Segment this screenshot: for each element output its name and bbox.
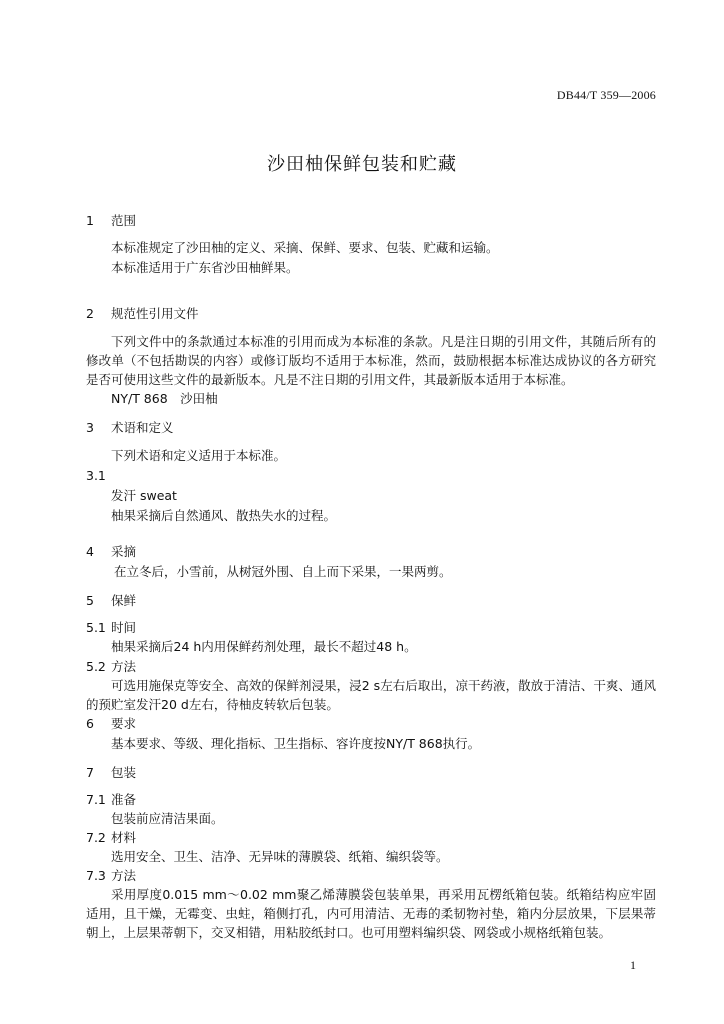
section-7-number: 7 xyxy=(86,765,94,780)
section-5-1-number: 5.1 xyxy=(86,620,106,635)
section-5-number: 5 xyxy=(86,593,94,608)
section-3-number: 3 xyxy=(86,420,94,435)
section-5-2-number: 5.2 xyxy=(86,659,106,674)
section-2-reference: NY/T 868 沙田柚 xyxy=(111,391,218,406)
page-number: 1 xyxy=(630,958,636,972)
section-7-3-text: 采用厚度0.015 mm～0.02 mm聚乙烯薄膜袋包装单果，再采用瓦楞纸箱包装。纸箱结构应牢固适用，且干燥，无霉变、虫蛀，箱侧打孔，内可用清洁、无毒的柔韧物衬垫，箱内分层放果，下层果蒂朝上，上层果蒂朝下，交叉相错，用粘胶纸封口。也可用塑料编织袋、网袋或小规格纸箱包装。 xyxy=(86,887,656,940)
section-3-title: 术语和定义 xyxy=(111,420,174,435)
section-4-paragraph: 在立冬后，小雪前，从树冠外围、自上而下采果，一果两剪。 xyxy=(114,564,452,579)
section-2-paragraph: 下列文件中的条款通过本标准的引用而成为本标准的条款。凡是注日期的引用文件，其随后所有的修改单（不包括勘误的内容）或修订版均不适用于本标准，然而，鼓励根据本标准达成协议的各方研究是否可使用这些文件的最新版本。凡是不注日期的引用文件，其最新版本适用于本标准。 xyxy=(86,334,656,387)
standard-code: DB44/T 359—2006 xyxy=(556,88,656,102)
section-7-3-number: 7.3 xyxy=(86,868,106,883)
section-7-title: 包装 xyxy=(111,765,137,780)
section-6-title: 要求 xyxy=(111,716,137,731)
section-7-1-title: 准备 xyxy=(111,792,137,807)
section-5-2-text: 可选用施保克等安全、高效的保鲜剂浸果，浸2 s左右后取出，凉干药液，散放于清洁、干爽、通风的预贮室发汗20 d左右，待柚皮转软后包装。 xyxy=(86,678,656,712)
section-7-1-text: 包装前应清洁果面。 xyxy=(111,811,224,826)
section-1-paragraph-2: 本标准适用于广东省沙田柚鲜果。 xyxy=(111,260,299,275)
section-6-number: 6 xyxy=(86,716,94,731)
section-5-2-title: 方法 xyxy=(111,659,137,674)
section-7-3-title: 方法 xyxy=(111,868,137,883)
section-1-title: 范围 xyxy=(111,213,137,228)
section-3-1-number: 3.1 xyxy=(86,468,106,483)
section-2-number: 2 xyxy=(86,306,94,321)
section-5-1-text: 柚果采摘后24 h内用保鲜药剂处理，最长不超过48 h。 xyxy=(111,639,417,654)
section-1-paragraph-1: 本标准规定了沙田柚的定义、采摘、保鲜、要求、包装、贮藏和运输。 xyxy=(111,240,499,255)
term-sweat: 发汗 sweat xyxy=(111,488,177,503)
section-7-1-number: 7.1 xyxy=(86,792,106,807)
section-2-title: 规范性引用文件 xyxy=(111,306,199,321)
section-6-paragraph: 基本要求、等级、理化指标、卫生指标、容许度按NY/T 868执行。 xyxy=(111,736,481,751)
term-definition: 柚果采摘后自然通风、散热失水的过程。 xyxy=(111,508,337,523)
section-4-number: 4 xyxy=(86,544,94,559)
section-7-2-number: 7.2 xyxy=(86,830,106,845)
section-5-1-title: 时间 xyxy=(111,620,137,635)
section-7-2-title: 材料 xyxy=(111,830,137,845)
section-3-paragraph: 下列术语和定义适用于本标准。 xyxy=(111,448,287,463)
section-4-title: 采摘 xyxy=(111,544,137,559)
section-5-title: 保鲜 xyxy=(111,593,137,608)
section-1-number: 1 xyxy=(86,213,94,228)
section-7-2-text: 选用安全、卫生、洁净、无异味的薄膜袋、纸箱、编织袋等。 xyxy=(111,849,449,864)
document-title: 沙田柚保鲜包装和贮藏 xyxy=(267,154,457,175)
